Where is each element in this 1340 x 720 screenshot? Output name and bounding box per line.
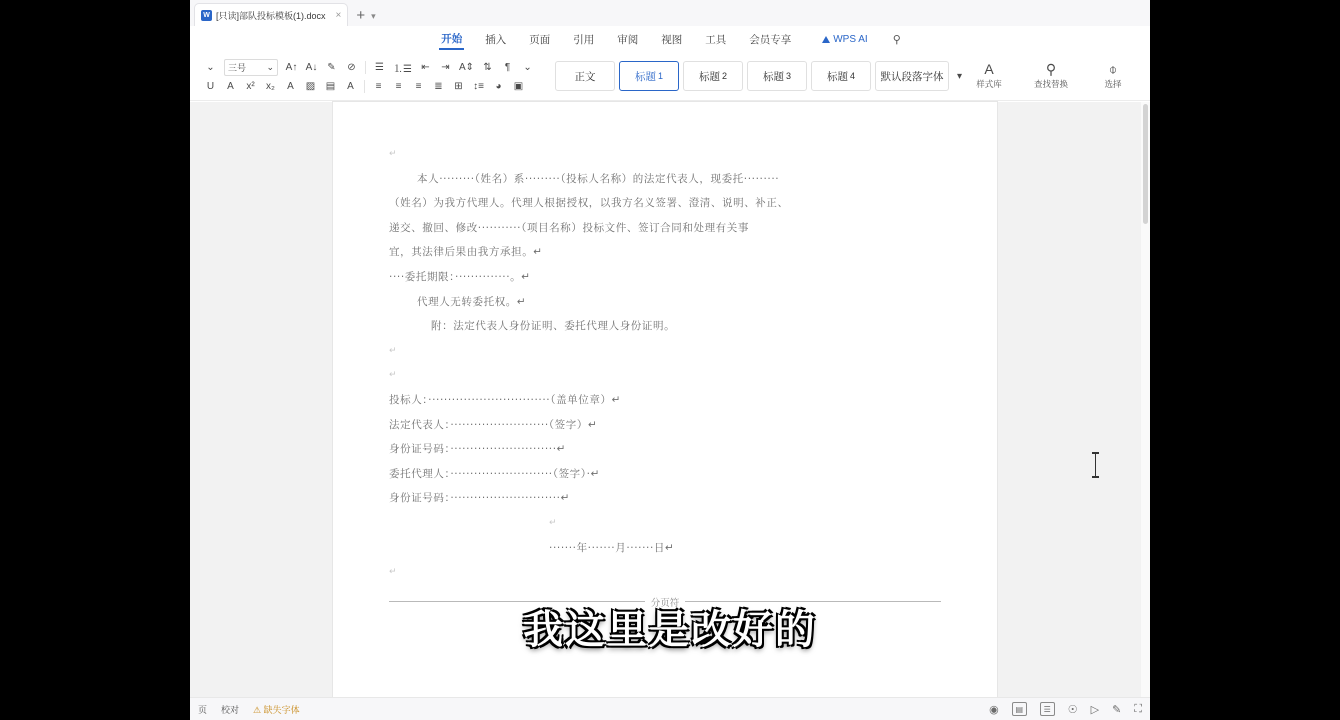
style-label: 标题 [762,70,784,83]
justify-icon[interactable]: ≣ [434,80,443,92]
doc-line: （姓名）为我方代理人。代理人根据授权，以我方名义签署、澄清、说明、补正、 [389,197,789,210]
doc-line: 代理人无转委托权。↵ [417,295,527,308]
status-right-tools [989,702,1142,716]
shrink-font-icon[interactable]: A↓ [305,62,318,73]
pen-icon[interactable]: ✎ [1112,703,1122,716]
style-number: 2 [721,71,727,81]
menu-item-review[interactable]: 审阅 [617,33,639,46]
wps-ai-label: WPS AI [833,33,868,45]
doc-line: ↵ [549,517,558,528]
styles-gallery-icon: A [984,61,994,77]
style-label: 标题 [634,70,656,83]
doc-line: 委托代理人：··························（签字）·↵ [389,467,600,480]
doc-line: 法定代表人：·························（签字）↵ [389,418,598,431]
tool-label: 查找替换 [1033,79,1068,89]
scrollbar-thumb[interactable] [1143,104,1148,224]
title-bar [190,0,1150,26]
clear-format-icon[interactable]: ⊘ [347,62,356,73]
menu-item-insert[interactable]: 插入 [485,33,507,46]
chevron-down-icon[interactable]: ▾ [371,11,376,21]
grow-font-icon[interactable]: A↑ [285,62,298,73]
style-heading-4[interactable] [811,61,871,91]
menu-item-start[interactable]: 开始 [439,29,464,50]
style-label: 标题 [826,70,848,83]
show-marks-icon[interactable]: ¶ [504,62,511,73]
reading-layout-icon[interactable]: ▤ [1012,702,1027,716]
menu-bar [190,26,1150,52]
doc-line: ↵ [389,149,398,159]
align-right-icon[interactable]: ≡ [415,80,422,92]
style-label: 标题 [698,70,720,83]
align-center-icon[interactable]: ≡ [395,80,402,92]
select-tool-icon: ⌽ [1108,61,1118,77]
find-replace-button[interactable] [1028,62,1074,90]
line-height-icon[interactable]: ↕≡ [473,80,484,92]
chevron-down-icon[interactable]: ▾ [956,70,963,82]
menu-item-page[interactable]: 页面 [529,33,551,46]
doc-line: 身份证号码：···························↵ [389,443,567,456]
document-tab-label: [只读]部队投标模板(1).docx [216,10,326,21]
wps-writer-window [190,0,1150,720]
doc-line: 附：法定代表人身份证明、委托代理人身份证明。 [431,320,676,333]
font-size-select[interactable] [224,59,278,76]
ribbon-right-tools [966,62,1144,90]
style-heading-3[interactable] [747,61,807,91]
doc-line: ↵ [389,345,398,356]
doc-line: ↵ [389,370,398,381]
distribute-icon[interactable]: ⊞ [454,80,463,92]
missing-font-label: 缺失字体 [263,704,300,715]
font-fill-icon[interactable]: ▤ [325,80,336,92]
eye-icon[interactable]: ◉ [989,703,999,716]
doc-line: 身份证号码：····························↵ [389,492,571,505]
divider [365,61,366,74]
character-shading-icon[interactable]: A [287,80,294,92]
align-left-icon[interactable]: ≡ [375,80,382,92]
page-break-label: 分页符 [650,597,680,609]
highlight-pen-icon[interactable]: ✎ [327,62,336,73]
menu-item-view[interactable]: 视图 [661,33,683,46]
highlight-icon[interactable]: ▨ [305,80,316,92]
style-label: 正文 [574,70,596,83]
ai-sparkle-icon [822,36,830,43]
shading-icon[interactable]: ◕ [495,80,502,92]
chevron-down-icon[interactable]: ⌄ [523,62,532,73]
chevron-down-icon: ⌄ [266,62,274,72]
word-doc-icon: W [201,10,212,21]
document-tab[interactable] [194,3,348,26]
doc-line: ·······年·······月·······日↵ [549,541,675,554]
document-body[interactable] [333,102,997,609]
strikethrough-icon[interactable]: A [347,80,354,92]
status-bar [190,697,1150,720]
menu-item-reference[interactable]: 引用 [573,33,595,46]
ribbon-row-1 [204,59,545,76]
style-number: 3 [785,71,791,81]
play-icon[interactable]: ▷ [1090,703,1100,716]
style-heading-2[interactable] [683,61,743,91]
chevron-down-icon[interactable]: ⌄ [206,62,215,73]
style-body[interactable] [555,61,615,91]
underline-icon[interactable]: U [206,80,215,92]
web-layout-icon[interactable]: ☉ [1067,703,1078,716]
style-number: 4 [849,71,855,81]
style-gallery [555,61,966,91]
doc-line: 投标人：·······························（盖单位章）↵ [389,393,621,406]
wps-ai-button[interactable] [822,34,867,45]
ribbon-row-2 [204,79,545,93]
doc-line: 本人·········（姓名）系·········（投标人名称）的法定代表人，现委托········· [417,172,780,185]
text-cursor [1095,454,1096,476]
border-icon[interactable]: ▣ [513,80,524,92]
font-size-value: 三号 [228,63,247,73]
doc-line: ↵ [389,567,398,578]
warning-icon: ⚠ [253,704,262,715]
style-heading-1[interactable] [619,61,679,91]
divider [364,80,365,93]
subtitle-overlay: 我这里是改好的 [523,607,817,653]
doc-line: ····委托期限：··············。↵ [389,270,531,283]
tool-label: 选择 [1104,79,1122,89]
menu-item-tools[interactable]: 工具 [705,33,727,46]
styles-gallery-button[interactable] [966,62,1012,90]
fullscreen-icon[interactable]: ⛶ [1134,702,1142,715]
menu-item-member[interactable]: 会员专享 [749,33,792,46]
tool-label: 样式库 [976,79,1002,89]
doc-line: 宜，其法律后果由我方承担。↵ [389,246,543,259]
text-color-icon[interactable]: A [227,80,234,92]
close-icon[interactable]: × [335,9,342,21]
find-replace-icon: ⚲ [1045,61,1057,77]
new-tab-button[interactable]: + [356,7,366,24]
status-proofread[interactable]: 校对 [221,704,240,715]
outline-icon[interactable]: ☰ [1040,702,1055,716]
ribbon-left-group [196,59,545,93]
ribbon-toolbar [190,52,1150,101]
increase-indent-icon[interactable]: ⇥ [441,62,450,73]
sort-icon[interactable]: ⇅ [483,62,492,73]
doc-line: 递交、撤回、修改···········（项目名称）投标文件、签订合同和处理有关事 [389,221,749,234]
style-number: 1 [657,71,663,81]
missing-font-warning[interactable] [253,703,300,716]
numbered-list-icon[interactable]: ⒈☰ [393,64,412,75]
subscript-icon[interactable]: x₂ [266,80,275,92]
superscript-icon[interactable]: x² [246,80,255,92]
search-icon[interactable]: ⚲ [892,33,901,46]
status-page-label: 页 [198,704,208,715]
decrease-indent-icon[interactable]: ⇤ [421,62,430,73]
bullet-list-icon[interactable]: ☰ [375,62,384,73]
style-label: 默认段落字体 [880,70,944,83]
select-tool-button[interactable] [1090,62,1136,90]
style-default-paragraph-font[interactable] [875,61,949,91]
line-spacing-icon[interactable]: A⇕ [458,62,475,73]
